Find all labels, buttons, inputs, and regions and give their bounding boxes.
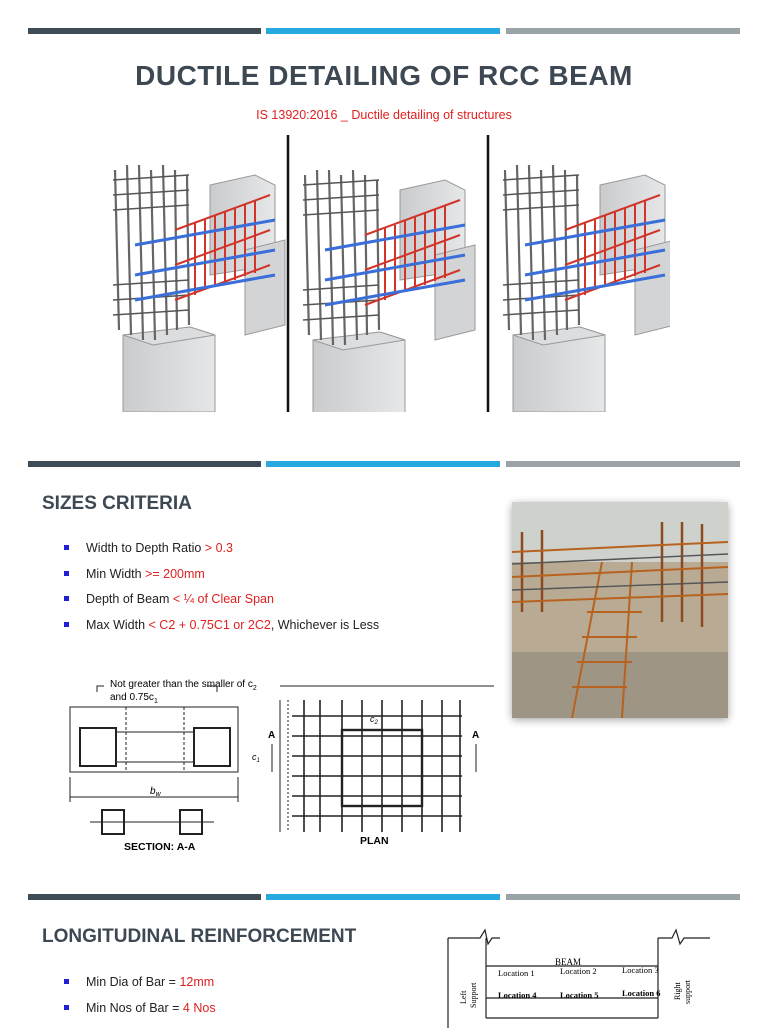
list-item: Min Nos of Bar = 4 Nos <box>62 1000 216 1026</box>
list-item: Max Width < C2 + 0.75C1 or 2C2, Whichever is Less <box>62 617 379 643</box>
svg-text:Not greater than the smaller o: Not greater than the smaller of $c_2$ <box>110 679 257 692</box>
svg-text:c2: $c_2$ <box>370 714 378 726</box>
svg-text:Location 3: Location 3 <box>622 965 659 975</box>
page-subtitle: IS 13920:2016 _ Ductile detailing of structures <box>256 108 512 122</box>
list-item: Width to Depth Ratio > 0.3 <box>62 540 379 566</box>
svg-text:A: A <box>268 730 276 741</box>
beam-locations-figure <box>440 918 720 1028</box>
svg-text:bw: $b_w$ <box>150 786 161 798</box>
site-rebar-photo <box>512 502 728 718</box>
svg-text:c1: $c_1$ <box>252 752 260 764</box>
section-divider <box>28 894 740 900</box>
svg-text:A: A <box>472 730 480 741</box>
top-divider <box>28 28 740 34</box>
svg-text:PLAN: PLAN <box>360 835 389 847</box>
sizes-heading: SIZES CRITERIA <box>42 493 192 514</box>
page-title: DUCTILE DETAILING OF RCC BEAM <box>135 60 633 91</box>
list-item: Min Dia of Bar = 12mm <box>62 974 216 1000</box>
section-divider <box>28 461 740 467</box>
svg-text:and 0.75c1: and $0.75c_1$ <box>110 692 158 705</box>
list-item: Min Width >= 200mm <box>62 566 379 592</box>
sizes-list <box>62 540 379 642</box>
svg-text:Location 1: Location 1 <box>498 968 535 978</box>
section-and-plan-figure <box>42 672 494 862</box>
list-item: Depth of Beam < ¼ of Clear Span <box>62 591 379 617</box>
svg-text:Location 5: Location 5 <box>560 990 599 1000</box>
svg-text:Location 6: Location 6 <box>622 988 661 998</box>
svg-text:SECTION: A-A: SECTION: A-A <box>124 841 196 853</box>
svg-text:support: support <box>683 980 692 1004</box>
svg-text:BEAM: BEAM <box>554 957 582 967</box>
longitudinal-heading: LONGITUDINAL REINFORCEMENT <box>42 926 357 947</box>
svg-text:Location 2: Location 2 <box>560 966 597 976</box>
longitudinal-list <box>62 974 216 1025</box>
svg-text:Left: Left <box>459 990 468 1004</box>
beam-column-joint-illustration <box>105 135 670 412</box>
svg-text:Support: Support <box>469 982 478 1008</box>
svg-text:Right: Right <box>673 982 682 1000</box>
svg-text:Location 4: Location 4 <box>498 990 537 1000</box>
